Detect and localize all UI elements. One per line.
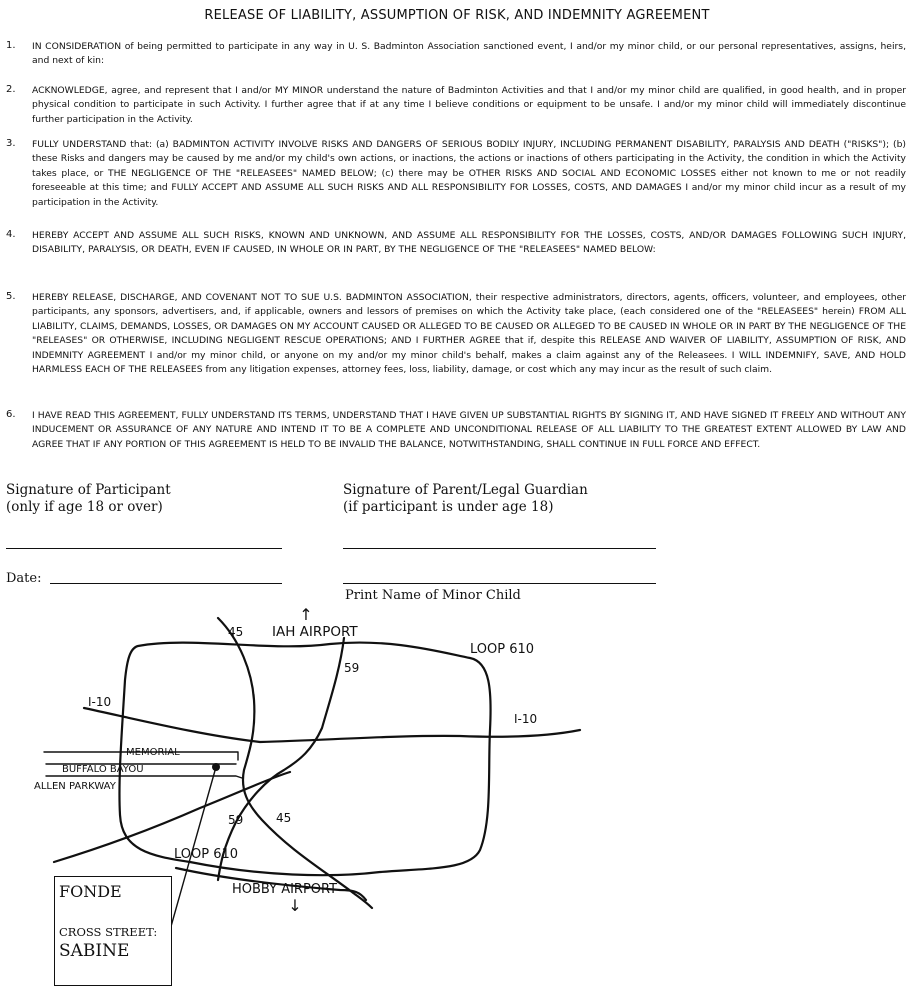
guardian-signature-label	[343, 482, 588, 516]
hwy59-north-label: 59	[344, 661, 360, 675]
clause-2	[6, 84, 906, 128]
i10-west-label: I-10	[88, 695, 112, 709]
clause-5	[6, 291, 906, 393]
participant-signature-line[interactable]	[6, 548, 282, 549]
cross-street-name: SABINE	[59, 941, 130, 961]
clause-number: 6.	[6, 409, 16, 420]
clause-number: 3.	[6, 138, 16, 149]
loop-610-road	[119, 643, 490, 876]
minor-name-label: Print Name of Minor Child	[345, 588, 521, 603]
clause-number: 5.	[6, 291, 16, 302]
participant-signature-title: Signature of Participant	[6, 482, 171, 498]
clause-text: I HAVE READ THIS AGREEMENT, FULLY UNDERSTAND ITS TERMS, UNDERSTAND THAT I HAVE GIVEN UP SUBSTANTIAL RIGHTS BY SIGNING IT, AND HAVE SIGNED IT FREELY AND WITHOUT ANY INDUCEMENT OR ASSURANCE OF ANY NATURE AND INTEND IT TO BE A COMPLETE AND UNCONDITIONAL RELEASE OF ALL LIABILITY TO THE GREATEST EXTENT ALLOWED BY LAW AND AGREE THAT IF ANY PORTION OF THIS AGREEMENT IS HELD TO BE INVALID THE BALANCE, NOTWITHSTANDING, SHALL CONTINUE IN FULL FORCE AND EFFECT.	[32, 410, 906, 450]
loop610-bottom-label: LOOP 610	[174, 847, 239, 862]
guardian-signature-line[interactable]	[343, 548, 656, 549]
location-callout-box	[54, 876, 172, 986]
minor-name-line[interactable]	[343, 583, 656, 584]
buffalo-bayou-label: BUFFALO BAYOU	[62, 764, 144, 775]
date-label: Date:	[6, 571, 42, 586]
i10-road	[84, 708, 580, 742]
iah-airport-label: IAH AIRPORT	[272, 624, 358, 640]
hwy59-south-label: 59	[228, 813, 244, 827]
arrow-down-icon: ↓	[288, 896, 302, 915]
location-marker	[212, 763, 220, 771]
cross-street-label: CROSS STREET:	[59, 925, 158, 939]
clause-text: HEREBY ACCEPT AND ASSUME ALL SUCH RISKS, KNOWN AND UNKNOWN, AND ASSUME ALL RESPONSIBILITY FOR THE LOSSES, COSTS, AND/OR DAMAGES FOLLOWING SUCH INJURY, DISABILITY, PARALYSIS, OR DEATH, EVEN IF CAUSED, IN WHOLE OR IN PART, BY THE NEGLIGENCE OF THE "RELEASEES" NAMED BELOW:	[32, 230, 906, 256]
clause-4	[6, 229, 906, 273]
hwy45-south-label: 45	[276, 811, 292, 825]
location-name: FONDE	[59, 882, 122, 901]
participant-signature-note: (only if age 18 or over)	[6, 499, 163, 515]
clause-text: IN CONSIDERATION of being permitted to participate in any way in U. S. Badminton Association sanctioned event, I and/or my minor child, or our personal representatives, assigns, heirs, and next of kin:	[32, 41, 906, 67]
clause-3	[6, 138, 906, 212]
hwy-59-road	[218, 638, 344, 880]
clause-text: ACKNOWLEDGE, agree, and represent that I and/or MY MINOR understand the nature of Badminton Activities and that I and/or my minor child are qualified, in good health, and in proper physical condition to participate in such Activity. I further agree that if at any time I believe conditions or equipment to be unsafe. I and/or my minor child will immediately discontinue further participation in the Activity.	[32, 85, 906, 125]
clause-text: FULLY UNDERSTAND that: (a) BADMINTON ACTIVITY INVOLVE RISKS AND DANGERS OF SERIOUS BODILY INJURY, INCLUDING PERMANENT DISABILITY, PARALYSIS AND DEATH ("RISKS"); (b) these Risks and dangers may be caused by me and/or my child's own actions, or inactions, the actions or inactions of others participating in the Activity, the condition in which the Activity takes place, or THE NEGLIGENCE OF THE "RELEASEES" NAMED BELOW; (c) there may be OTHER RISKS AND SOCIAL AND ECONOMIC LOSSES either not known to me or not readily foreseeable at this time; and FULLY ACCEPT AND ASSUME ALL SUCH RISKS AND ALL RESPONSIBILITY FOR LOSSES, COSTS, AND DAMAGES I and/or my minor child incur as a result of my participation in the Activity.	[32, 139, 906, 208]
participant-signature-label	[6, 482, 171, 516]
clause-text: HEREBY RELEASE, DISCHARGE, AND COVENANT NOT TO SUE U.S. BADMINTON ASSOCIATION, their respective administrators, directors, agents, officers, volunteer, and employees, other participants, any sponsors, advertisers, and, if applicable, owners and lessors of premises on which the Activity take place, (each considered one of the "RELEASEES" herein) FROM ALL LIABILITY, CLAIMS, DEMANDS, LOSSES, OR DAMAGES ON MY ACCOUNT CAUSED OR ALLEGED TO BE CAUSED OR ALLEGED TO BE CAUSED IN WHOLE OR IN PART BY THE NEGLIGENCE OF THE "RELEASES" OR OTHERWISE, INCLUDING NEGLIGENT RESCUE OPERATIONS; AND I FURTHER AGREE that if, despite this RELEASE AND WAIVER OF LIABILITY, ASSUMPTION OF RISK, AND INDEMNITY AGREEMENT I and/or my minor child, or anyone on my and/or my minor child's behalf, makes a claim against any of the Releasees. I WILL INDEMNIFY, SAVE, AND HOLD HARMLESS EACH OF THE RELEASEES from any litigation expenses, attorney fees, loss, liability, damage, or cost which any may incur as the result of such claim.	[32, 292, 906, 376]
arrow-up-icon: ↑	[299, 605, 313, 624]
loop610-top-label: LOOP 610	[470, 642, 535, 657]
clause-number: 4.	[6, 229, 16, 240]
clause-number: 1.	[6, 40, 16, 51]
guardian-signature-note: (if participant is under age 18)	[343, 499, 554, 515]
clause-1	[6, 40, 906, 70]
hwy45-north-label: 45	[228, 625, 244, 639]
hobby-airport-label: HOBBY AIRPORT	[232, 882, 338, 897]
i10-east-label: I-10	[514, 712, 538, 726]
clause-number: 2.	[6, 84, 16, 95]
allen-parkway-label: ALLEN PARKWAY	[34, 781, 116, 792]
date-line[interactable]	[50, 583, 282, 584]
clause-6	[6, 409, 906, 469]
guardian-signature-title: Signature of Parent/Legal Guardian	[343, 482, 588, 498]
memorial-label: MEMORIAL	[126, 747, 180, 758]
document-title: RELEASE OF LIABILITY, ASSUMPTION OF RISK, AND INDEMNITY AGREEMENT	[204, 8, 710, 23]
